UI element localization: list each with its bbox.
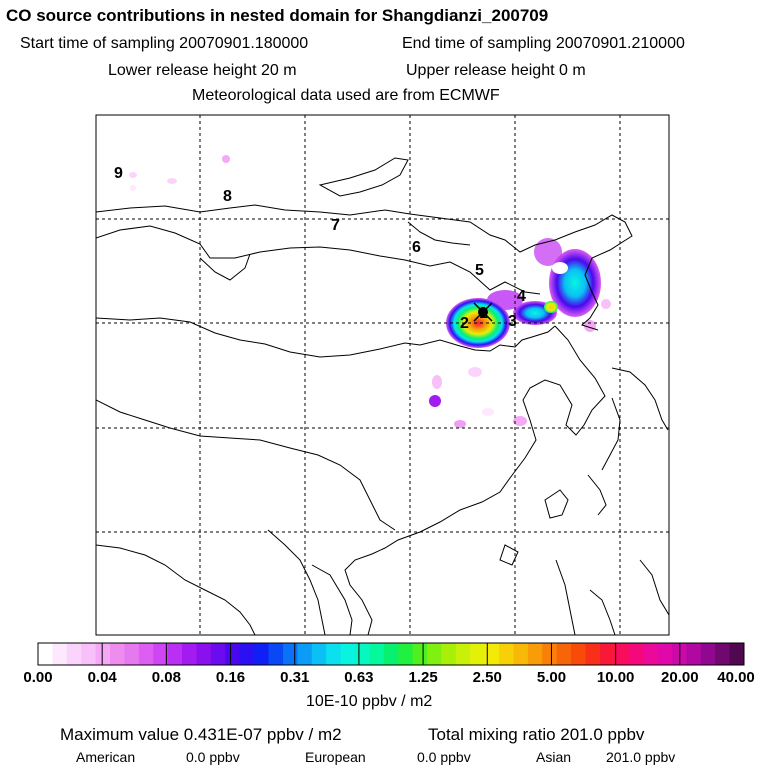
end-sampling-text: End time of sampling 20070901.210000 (402, 35, 685, 52)
colorbar-swatch (38, 643, 53, 665)
colorbar-tick-label: 0.16 (215, 669, 246, 686)
colorbar-swatch (283, 643, 298, 665)
region-label: 6 (412, 239, 421, 256)
colorbar-swatch (168, 643, 183, 665)
colorbar-swatch (542, 643, 557, 665)
region-label: 1 (479, 305, 488, 322)
colorbar-unit: 10E-10 ppbv / m2 (306, 693, 433, 710)
plume-patch (129, 172, 137, 178)
start-sampling-text: Start time of sampling 20070901.180000 (20, 35, 309, 52)
colorbar-swatch (499, 643, 514, 665)
colorbar-swatch (196, 643, 211, 665)
colorbar-swatch (427, 643, 442, 665)
colorbar-swatch (81, 643, 96, 665)
plume-patch (432, 375, 442, 389)
region-label: 9 (114, 165, 123, 182)
region-label: 3 (508, 313, 517, 330)
colorbar-swatch (52, 643, 67, 665)
colorbar-swatch (326, 643, 341, 665)
colorbar-swatch (600, 643, 615, 665)
colorbar-swatch (369, 643, 384, 665)
colorbar-swatch (686, 643, 701, 665)
plume-patch (222, 155, 230, 163)
colorbar-swatch (225, 643, 240, 665)
colorbar-tick-label: 20.00 (661, 669, 699, 686)
colorbar-tick-label: 0.63 (344, 669, 374, 686)
region-label: 4 (517, 288, 526, 305)
plume-patch (454, 420, 466, 428)
colorbar-swatch (643, 643, 658, 665)
colorbar-swatch (182, 643, 197, 665)
asian-value: 201.0 ppbv (606, 749, 676, 765)
colorbar-tick-label: 40.00 (717, 669, 755, 686)
colorbar-swatch (269, 643, 284, 665)
colorbar-swatch (557, 643, 572, 665)
colorbar-swatch (110, 643, 125, 665)
colorbar-swatch (441, 643, 456, 665)
colorbar-tick-label: 0.31 (280, 669, 310, 686)
colorbar-tick-label: 0.04 (87, 669, 117, 686)
colorbar-swatch (124, 643, 139, 665)
colorbar-tick-label: 1.25 (408, 669, 438, 686)
colorbar-swatch (456, 643, 471, 665)
plume-gap (552, 262, 568, 274)
chart-title: CO source contributions in nested domain for Shangdianzi_200709 (6, 6, 549, 25)
colorbar-tick-label: 10.00 (596, 669, 635, 686)
colorbar-swatch (254, 643, 269, 665)
colorbar-swatch (240, 643, 255, 665)
colorbar-swatch (730, 643, 745, 665)
upper-release-text: Upper release height 0 m (406, 62, 586, 79)
american-value: 0.0 ppbv (186, 749, 240, 765)
colorbar-swatch (355, 643, 370, 665)
met-data-text: Meteorological data used are from ECMWF (192, 87, 500, 104)
colorbar-tick-label: 0.08 (151, 669, 181, 686)
colorbar-swatch (614, 643, 629, 665)
plume-patch (601, 299, 611, 309)
colorbar-swatch (658, 643, 673, 665)
region-label: 8 (223, 188, 232, 205)
colorbar (38, 643, 745, 665)
colorbar-swatch (398, 643, 413, 665)
colorbar-swatch (139, 643, 154, 665)
region-label: 2 (460, 315, 469, 332)
colorbar-swatch (67, 643, 82, 665)
plume-patch (130, 185, 136, 191)
plume-patch (482, 408, 494, 416)
plume-patch (429, 395, 441, 407)
colorbar-swatch (513, 643, 528, 665)
region-label: 5 (475, 262, 484, 279)
colorbar-swatch (470, 643, 485, 665)
total-mixing-ratio-text: Total mixing ratio 201.0 ppbv (428, 725, 645, 744)
colorbar-swatch (586, 643, 601, 665)
colorbar-swatch (528, 643, 543, 665)
colorbar-swatch (571, 643, 586, 665)
region-label: 7 (331, 217, 340, 234)
plume-patch (468, 367, 482, 377)
colorbar-swatch (701, 643, 716, 665)
colorbar-swatch (341, 643, 356, 665)
plume-yellow-spot (544, 301, 558, 313)
colorbar-swatch (312, 643, 327, 665)
asian-label: Asian (536, 749, 572, 765)
lower-release-text: Lower release height 20 m (108, 62, 297, 79)
colorbar-tick-label: 0.00 (23, 669, 53, 686)
colorbar-tick-label: 2.50 (472, 669, 502, 686)
colorbar-swatch (384, 643, 399, 665)
colorbar-swatch (629, 643, 644, 665)
map-frame-bg (96, 115, 669, 635)
american-label: American (76, 749, 136, 765)
plume-patch (167, 178, 177, 184)
maximum-value-text: Maximum value 0.431E-07 ppbv / m2 (60, 725, 342, 744)
colorbar-swatch (715, 643, 730, 665)
european-label: European (305, 749, 366, 765)
colorbar-swatch (413, 643, 428, 665)
colorbar-tick-label: 5.00 (536, 669, 567, 686)
colorbar-swatch (211, 643, 226, 665)
colorbar-swatch (96, 643, 111, 665)
colorbar-swatch (297, 643, 312, 665)
european-value: 0.0 ppbv (417, 749, 471, 765)
